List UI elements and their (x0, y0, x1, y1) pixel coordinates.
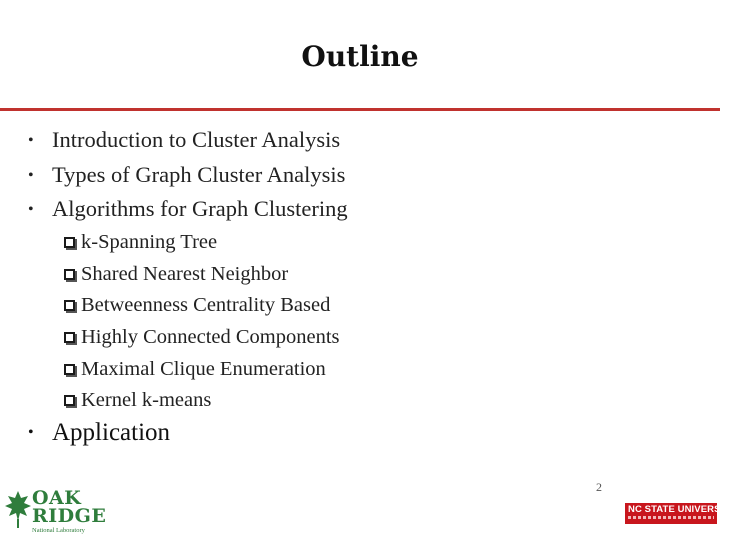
sub-bullet-item (64, 227, 340, 259)
ncsu-logo-text: NC STATE UNIVERSITY (628, 504, 736, 515)
bullet-dot-icon: • (28, 166, 34, 184)
bullet-dot-icon: • (28, 132, 34, 149)
bullet-item (28, 123, 708, 158)
main-bullet-list (28, 123, 708, 227)
checkbox-bullet-icon (64, 300, 75, 311)
ncsu-logo-subline (628, 516, 714, 519)
title-divider (0, 108, 720, 111)
sub-bullet-text: k-Spanning Tree (81, 231, 218, 253)
sub-bullet-item (64, 385, 340, 417)
checkbox-bullet-icon (64, 395, 75, 406)
sub-bullet-item (64, 290, 340, 322)
page-number: 2 (596, 480, 602, 494)
sub-bullet-text: Betweenness Centrality Based (81, 294, 331, 317)
bullet-item-application (28, 417, 170, 449)
sub-bullet-item (64, 322, 340, 354)
sub-bullet-list (64, 227, 340, 417)
sub-bullet-item (64, 354, 340, 386)
sub-bullet-text: Kernel k-means (81, 389, 212, 412)
ornl-logo (4, 487, 107, 537)
leaf-icon (4, 489, 32, 529)
sub-bullet-text: Maximal Clique Enumeration (81, 357, 326, 380)
ornl-logo-line2: RIDGE (32, 505, 107, 527)
checkbox-bullet-icon (64, 364, 75, 375)
bullet-dot-icon: • (28, 424, 34, 441)
slide-title (0, 40, 720, 73)
checkbox-bullet-icon (64, 332, 75, 343)
bullet-text: Types of Graph Cluster Analysis (52, 161, 346, 187)
bullet-item (28, 192, 708, 227)
slide-title-text: Outline (301, 40, 419, 73)
bullet-dot-icon: • (28, 201, 34, 218)
ncsu-logo (625, 503, 736, 524)
ornl-logo-line3: National Laboratory (32, 527, 85, 534)
bullet-text: Application (52, 419, 171, 446)
bullet-text: Algorithms for Graph Clustering (52, 196, 348, 221)
checkbox-bullet-icon (64, 269, 75, 280)
sub-bullet-item (64, 259, 340, 291)
bullet-item (28, 158, 708, 193)
sub-bullet-text: Highly Connected Components (81, 326, 340, 349)
ornl-logo-line1: OAK (32, 487, 82, 509)
sub-bullet-text: Shared Nearest Neighbor (81, 262, 289, 285)
bullet-text: Introduction to Cluster Analysis (52, 127, 341, 152)
checkbox-bullet-icon (64, 237, 75, 248)
